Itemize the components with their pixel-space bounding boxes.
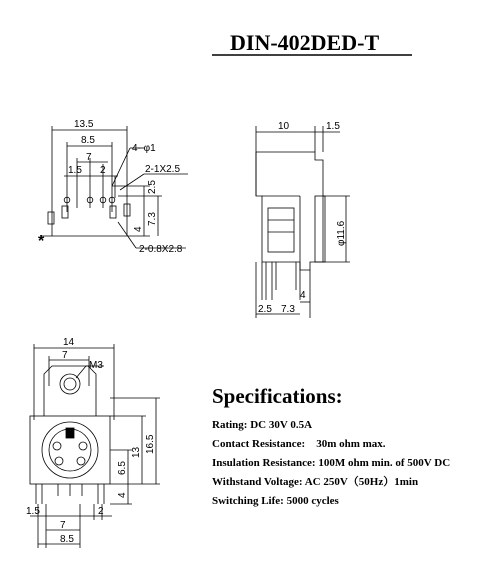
dim-7-front: 7 (62, 350, 68, 361)
reference-marker: * (38, 233, 45, 250)
dim-13: 13 (131, 446, 142, 458)
side-view-labels (258, 121, 347, 315)
dim-1-5: 1.5 (68, 165, 82, 176)
dim-7-bottom: 7 (60, 520, 66, 531)
dim-4: 4 (133, 226, 144, 232)
spec-label: Switching Life: (212, 495, 284, 507)
dim-10: 10 (278, 121, 290, 132)
dim-2-5: 2.5 (147, 180, 158, 194)
dim-7-3: 7.3 (147, 212, 158, 226)
dim-6-5: 6.5 (117, 461, 128, 475)
dim-1-5-side: 1.5 (326, 121, 340, 132)
specifications-list (212, 416, 450, 511)
spec-rating (212, 416, 450, 435)
dim-2-5-side: 2.5 (258, 304, 272, 315)
spec-withstand-voltage (212, 473, 450, 492)
thread-callout-m3: M3 (89, 360, 103, 371)
pcb-footprint-labels (38, 119, 183, 255)
slot-callout-lower: 2-0.8X2.8 (139, 244, 183, 255)
spec-insulation-resistance (212, 454, 450, 473)
dim-8-5-front: 8.5 (60, 534, 74, 545)
slot-callout-upper: 2-1X2.5 (145, 164, 181, 175)
spec-value: DC 30V 0.5A (247, 419, 313, 431)
dim-7: 7 (86, 152, 92, 163)
dim-7-3-side: 7.3 (281, 304, 295, 315)
hole-callout: 4- φ1 (132, 143, 156, 154)
spec-value: AC 250V（50Hz）1min (302, 476, 419, 488)
spec-label: Contact Resistance: (212, 438, 306, 450)
front-view (30, 344, 160, 548)
dim-14: 14 (63, 337, 75, 348)
spec-value: 100M ohm min. of 500V DC (315, 457, 451, 469)
spec-label: Insulation Resistance: (212, 457, 316, 469)
spec-value: 5000 cycles (283, 495, 339, 507)
spec-label: Withstand Voltage: (212, 476, 303, 488)
dim-13-5: 13.5 (74, 119, 94, 130)
spec-value: 30m ohm max. (305, 438, 386, 450)
dim-16-5: 16.5 (145, 434, 156, 454)
dim-phi-11-6: φ11.6 (336, 220, 347, 246)
spec-switching-life (212, 492, 450, 511)
dim-2-front: 2 (98, 506, 104, 517)
specifications-heading: Specifications: (212, 384, 343, 408)
dim-4-side: 4 (300, 290, 306, 301)
spec-label: Rating: (212, 419, 248, 431)
part-title: DIN-402DED-T (230, 30, 380, 55)
dim-4-front: 4 (117, 492, 128, 498)
pcb-footprint-view (40, 126, 188, 248)
front-view-labels (26, 337, 156, 545)
dim-8-5: 8.5 (81, 135, 95, 146)
spec-contact-resistance (212, 435, 450, 454)
dim-1-5-front: 1.5 (26, 506, 40, 517)
dim-2: 2 (100, 165, 106, 176)
